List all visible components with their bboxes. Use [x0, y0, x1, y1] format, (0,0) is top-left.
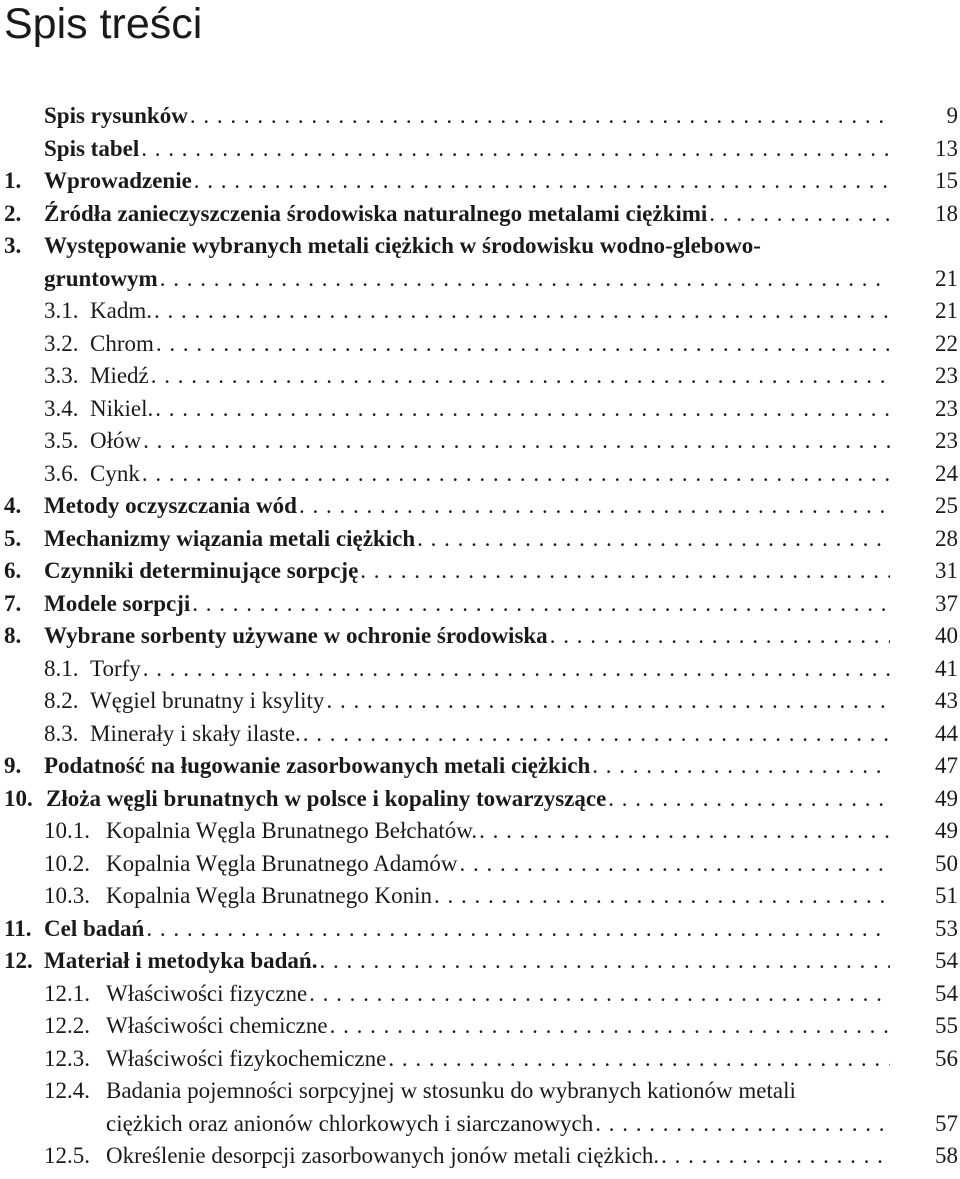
toc-entry[interactable]	[0, 295, 960, 328]
toc-entry[interactable]	[0, 620, 960, 653]
toc-entry-line	[44, 653, 890, 686]
toc-entry-number: 8.3.	[44, 720, 79, 746]
toc-page-number: 28	[935, 525, 958, 551]
toc-entry[interactable]	[0, 978, 960, 1011]
toc-page-number: 53	[935, 915, 958, 941]
toc-entry-title: Ołów	[90, 428, 142, 453]
toc-entry-number: 11.	[4, 915, 32, 941]
toc-entry[interactable]	[0, 198, 960, 231]
dot-leader	[141, 425, 890, 458]
toc-entry-title: Kopalnia Węgla Brunatnego Adamów	[106, 850, 458, 876]
toc-entry[interactable]	[0, 588, 960, 621]
toc-entry-line	[44, 425, 890, 458]
dot-leader	[593, 1108, 890, 1141]
toc-entry-title: Nikiel.	[90, 395, 154, 421]
toc-entry-number: 3.2.	[44, 330, 79, 356]
toc-entry-number: 2.	[4, 200, 22, 226]
toc-page-number: 37	[935, 590, 958, 616]
dot-leader	[432, 880, 890, 913]
dot-leader	[606, 783, 890, 816]
dot-leader	[415, 523, 890, 556]
toc-entry[interactable]	[0, 393, 960, 426]
toc-page-number: 43	[935, 688, 958, 713]
toc-page-number: 23	[935, 395, 958, 421]
toc-entry-line	[4, 490, 890, 523]
toc-entry-number: 10.	[4, 785, 33, 811]
toc-entry[interactable]	[0, 458, 960, 491]
dot-leader	[153, 393, 890, 426]
toc-entry-number: 3.3.	[44, 363, 79, 388]
dot-leader	[154, 328, 890, 361]
toc-entry-number: 10.3.	[44, 883, 90, 908]
toc-page-number: 57	[935, 1110, 958, 1136]
toc-entry-line	[4, 133, 890, 166]
toc-entry-line	[44, 880, 890, 913]
toc-page-number: 18	[935, 200, 958, 226]
toc-entry-number: 9.	[4, 753, 22, 778]
toc-entry[interactable]	[0, 945, 960, 978]
toc-entry-number: 12.3.	[44, 1045, 90, 1071]
toc-entry-number: 3.6.	[44, 460, 79, 486]
toc-page-number: 47	[935, 753, 958, 778]
toc-entry[interactable]	[0, 490, 960, 523]
toc-entry-line	[44, 815, 890, 848]
toc-entry-title: Właściwości chemiczne	[106, 1013, 328, 1038]
dot-leader	[707, 198, 890, 231]
toc-page-number: 31	[935, 558, 958, 583]
toc-entry-title: Kopalnia Węgla Brunatnego Konin	[106, 883, 432, 908]
toc-entry-line	[44, 1010, 890, 1043]
toc-entry[interactable]	[0, 685, 960, 718]
toc-entry-line	[44, 685, 890, 718]
toc-entry-number: 3.5.	[44, 428, 79, 453]
toc-entry-line	[4, 620, 890, 653]
dot-leader	[458, 848, 890, 881]
dot-leader	[659, 1140, 890, 1173]
toc-entry-line	[4, 555, 890, 588]
toc-entry-title: Miedź	[90, 363, 149, 388]
toc-entry[interactable]	[0, 783, 960, 816]
dot-leader	[297, 490, 890, 523]
toc-entry-number: 8.1.	[44, 655, 79, 681]
toc-entry[interactable]	[0, 555, 960, 588]
toc-entry-number: 12.2.	[44, 1013, 90, 1038]
toc-entry-number: 5.	[4, 525, 22, 551]
toc-page-number: 49	[935, 818, 958, 843]
toc-entry-title: Cel badań	[44, 915, 145, 941]
toc-entry-number: 12.5.	[44, 1143, 90, 1168]
toc-entry[interactable]	[0, 523, 960, 556]
toc-page-number: 21	[935, 265, 958, 291]
toc-entry-line	[44, 393, 890, 426]
toc-entry[interactable]	[0, 230, 960, 295]
toc-entry[interactable]	[0, 913, 960, 946]
dot-leader	[152, 295, 890, 328]
toc-entry-line	[44, 328, 890, 361]
toc-entry-first-line	[44, 1075, 796, 1108]
toc-entry-title: Złoża węgli brunatnych w polsce i kopaliny towarzyszące	[46, 785, 607, 811]
dot-leader	[141, 653, 890, 686]
dot-leader	[188, 100, 890, 133]
toc-entry-title: Modele sorpcji	[44, 590, 191, 616]
toc-entry-line	[44, 1043, 890, 1076]
dot-leader	[328, 1010, 890, 1043]
toc-entry-line	[4, 913, 890, 946]
toc-entry[interactable]	[0, 1140, 960, 1173]
toc-entry-title: Kadm.	[90, 298, 152, 323]
dot-leader	[144, 913, 890, 946]
toc-page-number: 15	[935, 168, 958, 193]
dot-leader	[192, 165, 890, 198]
toc-entry-line	[4, 588, 890, 621]
toc-page-number: 55	[935, 1013, 958, 1038]
dot-leader	[386, 1043, 890, 1076]
toc-entry[interactable]	[0, 1043, 960, 1076]
dot-leader	[301, 718, 890, 751]
toc-entry-number: 6.	[4, 558, 22, 583]
toc-entry-number: 12.4.	[44, 1078, 90, 1103]
toc-entry-line	[44, 1140, 890, 1173]
toc-entry-line	[44, 848, 890, 881]
toc-page-number: 41	[935, 655, 958, 681]
toc-entry[interactable]	[0, 815, 960, 848]
table-of-contents	[0, 100, 960, 1173]
toc-entry-title: Spis rysunków	[44, 103, 188, 128]
dot-leader	[590, 750, 890, 783]
dot-leader	[477, 815, 890, 848]
toc-entry-title: Torfy	[90, 655, 141, 681]
dot-leader	[548, 620, 890, 653]
toc-entry-title: Właściwości fizyczne	[106, 980, 308, 1006]
toc-entry[interactable]	[0, 360, 960, 393]
toc-entry-number: 10.2.	[44, 850, 90, 876]
toc-entry-title: Czynniki determinujące sorpcję	[44, 558, 359, 583]
toc-page-number: 54	[935, 948, 958, 973]
toc-entry-number: 12.1.	[44, 980, 90, 1006]
toc-entry-number: 1.	[4, 168, 22, 193]
toc-entry-title: Węgiel brunatny i ksylity	[90, 688, 325, 713]
toc-entry-title: ciężkich oraz anionów chlorkowych i siarczanowych	[106, 1110, 594, 1136]
toc-page-number: 9	[946, 103, 958, 128]
toc-entry[interactable]	[0, 1010, 960, 1043]
toc-entry-title: Wprowadzenie	[44, 168, 192, 193]
dot-leader	[190, 588, 890, 621]
toc-entry-line	[44, 1108, 890, 1141]
toc-entry-number: 3.4.	[44, 395, 79, 421]
toc-page-number: 54	[935, 980, 958, 1006]
toc-entry-line	[4, 263, 890, 296]
toc-entry-title: Określenie desorpcji zasorbowanych jonów metali ciężkich.	[106, 1143, 660, 1168]
toc-entry-line	[44, 360, 890, 393]
dot-leader	[358, 555, 890, 588]
toc-entry[interactable]	[0, 425, 960, 458]
toc-entry-line	[44, 978, 890, 1011]
toc-entry-number: 8.	[4, 623, 22, 648]
dot-leader	[149, 360, 890, 393]
toc-entry-number: 10.1.	[44, 818, 90, 843]
toc-page-number: 23	[935, 428, 958, 453]
toc-entry-title: Właściwości fizykochemiczne	[106, 1045, 387, 1071]
toc-entry-line	[4, 783, 890, 816]
dot-leader	[139, 133, 890, 166]
toc-entry[interactable]	[0, 328, 960, 361]
toc-entry-line	[44, 458, 890, 491]
toc-entry-title: Wybrane sorbenty używane w ochronie środowiska	[44, 623, 548, 648]
toc-page-number: 58	[935, 1143, 958, 1168]
toc-entry[interactable]	[0, 133, 960, 166]
toc-entry-line	[4, 100, 890, 133]
dot-leader	[307, 978, 890, 1011]
toc-entry[interactable]	[0, 653, 960, 686]
toc-entry[interactable]	[0, 1075, 960, 1140]
toc-entry-title-line1: Występowanie wybranych metali ciężkich w środowisku wodno-glebowo-	[44, 233, 761, 258]
toc-entry-number: 7.	[4, 590, 22, 616]
dot-leader	[317, 945, 890, 978]
toc-entry-number: 4.	[4, 493, 22, 518]
toc-page-number: 50	[935, 850, 958, 876]
toc-page-number: 23	[935, 363, 958, 388]
toc-page-number: 40	[935, 623, 958, 648]
toc-entry-title: Podatność na ługowanie zasorbowanych metali ciężkich	[44, 753, 591, 778]
toc-entry-line	[4, 198, 890, 231]
toc-page-number: 13	[935, 135, 958, 161]
toc-entry-line	[4, 165, 890, 198]
toc-entry-title: Kopalnia Węgla Brunatnego Bełchatów.	[106, 818, 478, 843]
toc-entry[interactable]	[0, 848, 960, 881]
toc-entry-line	[4, 945, 890, 978]
toc-entry-number: 3.1.	[44, 298, 79, 323]
toc-entry-title: gruntowym	[44, 265, 158, 291]
toc-entry-title: Cynk	[90, 460, 140, 486]
toc-entry[interactable]	[0, 718, 960, 751]
toc-entry[interactable]	[0, 750, 960, 783]
toc-entry-line	[4, 523, 890, 556]
toc-entry-number: 12.	[4, 948, 33, 973]
toc-page-number: 25	[935, 493, 958, 518]
toc-page-number: 22	[935, 330, 958, 356]
toc-entry-line	[44, 295, 890, 328]
toc-entry-title: Chrom	[90, 330, 154, 356]
toc-page-number: 56	[935, 1045, 958, 1071]
toc-entry[interactable]	[0, 100, 960, 133]
toc-entry[interactable]	[0, 165, 960, 198]
toc-entry-title: Mechanizmy wiązania metali ciężkich	[44, 525, 416, 551]
toc-entry-first-line	[4, 230, 761, 263]
toc-entry-line	[44, 718, 890, 751]
page-title: Spis treści	[4, 0, 203, 48]
toc-entry-title-line1: Badania pojemności sorpcyjnej w stosunku do wybranych kationów metali	[106, 1078, 796, 1103]
dot-leader	[140, 458, 890, 491]
toc-entry-title: Metody oczyszczania wód	[44, 493, 297, 518]
dot-leader	[158, 263, 890, 296]
toc-entry-title: Spis tabel	[44, 135, 140, 161]
toc-page-number: 51	[935, 883, 958, 908]
toc-page-number: 21	[935, 298, 958, 323]
toc-entry-title: Źródła zanieczyszczenia środowiska naturalnego metalami ciężkimi	[44, 200, 708, 226]
toc-entry-title: Minerały i skały ilaste.	[90, 720, 301, 746]
toc-page-number: 24	[935, 460, 958, 486]
toc-page-number: 44	[935, 720, 958, 746]
dot-leader	[324, 685, 890, 718]
toc-entry-title: Materiał i metodyka badań.	[44, 948, 318, 973]
toc-entry-number: 3.	[4, 233, 22, 258]
toc-entry-number: 8.2.	[44, 688, 79, 713]
toc-entry-line	[4, 750, 890, 783]
toc-page-number: 49	[935, 785, 958, 811]
toc-entry[interactable]	[0, 880, 960, 913]
